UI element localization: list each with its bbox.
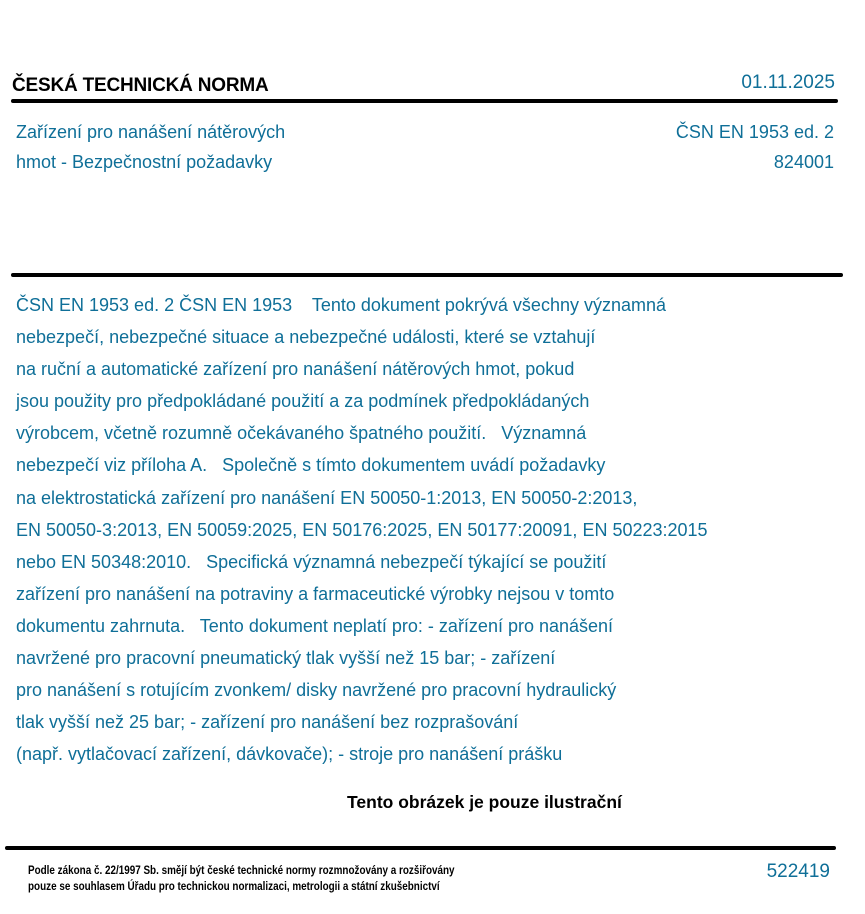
legal-notice-line: pouze se souhlasem Úřadu pro technickou normalizaci, metrologii a státní zkušebnictví — [28, 881, 440, 893]
abstract-line: výrobcem, včetně rozumně očekávaného špatného použití. Významná — [16, 423, 587, 444]
abstract-divider — [11, 273, 843, 277]
publication-date: 01.11.2025 — [741, 72, 835, 93]
abstract-line: na elektrostatická zařízení pro nanášení EN 50050-1:2013, EN 50050-2:2013, — [16, 487, 638, 508]
abstract-line: nebo EN 50348:2010. Specifická významná nebezpečí týkající se použití — [16, 551, 607, 572]
header-divider — [11, 99, 838, 103]
document-identifiers — [676, 117, 834, 177]
document-title — [16, 117, 285, 177]
abstract-line: navržené pro pracovní pneumatický tlak vyšší než 15 bar; - zařízení — [16, 648, 556, 669]
document-title-line: hmot - Bezpečnostní požadavky — [16, 152, 273, 172]
legal-notice-line: Podle zákona č. 22/1997 Sb. smějí být české technické normy rozmnožovány a rozšiřovány — [28, 865, 455, 877]
document-title-line: Zařízení pro nanášení nátěrových — [16, 122, 286, 142]
abstract-text — [16, 289, 708, 770]
illustration-note: Tento obrázek je pouze ilustrační — [347, 792, 622, 812]
abstract-line: tlak vyšší než 25 bar; - zařízení pro nanášení bez rozprašování — [16, 712, 519, 733]
standard-code: ČSN EN 1953 ed. 2 — [675, 122, 834, 142]
legal-notice — [28, 863, 455, 895]
abstract-line: (např. vytlačovací zařízení, dávkovače); - stroje pro nanášení prášku — [16, 744, 563, 765]
abstract-line: nebezpečí viz příloha A. Společně s tímto dokumentem uvádí požadavky — [16, 455, 606, 476]
footer-divider — [5, 846, 836, 850]
abstract-line: pro nanášení s rotujícím zvonkem/ disky navržené pro pracovní hydraulický — [16, 680, 617, 701]
abstract-line: zařízení pro nanášení na potraviny a farmaceutické výrobky nejsou v tomto — [16, 583, 615, 604]
abstract-line: ČSN EN 1953 ed. 2 ČSN EN 1953 Tento dokument pokrývá všechny významná — [16, 295, 667, 315]
norma-label: ČESKÁ TECHNICKÁ NORMA — [12, 75, 269, 96]
abstract-line: nebezpečí, nebezpečné situace a nebezpečné události, které se vztahují — [16, 327, 596, 348]
abstract-line: na ruční a automatické zařízení pro nanášení nátěrových hmot, pokud — [16, 359, 575, 380]
abstract-line: jsou použity pro předpokládané použití a za podmínek předpokládaných — [16, 391, 590, 412]
class-number: 824001 — [773, 152, 834, 172]
abstract-line: EN 50050-3:2013, EN 50059:2025, EN 50176:2025, EN 50177:20091, EN 50223:2015 — [16, 519, 708, 540]
abstract-line: dokumentu zahrnuta. Tento dokument neplatí pro: - zařízení pro nanášení — [16, 615, 614, 636]
footer-id: 522419 — [766, 861, 830, 882]
